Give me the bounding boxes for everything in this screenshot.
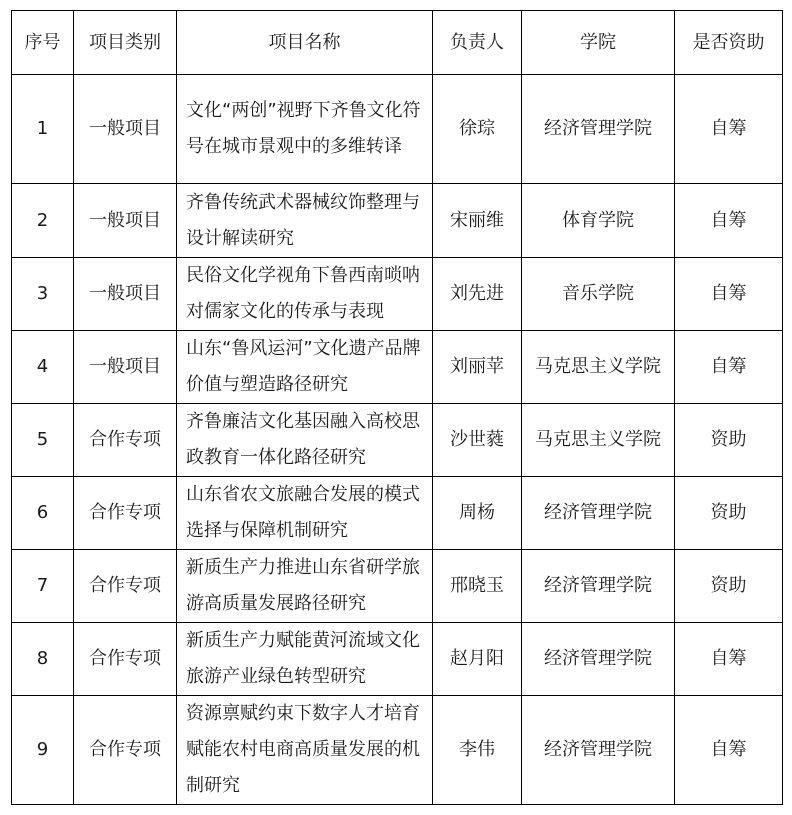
table-row xyxy=(12,696,783,805)
cell-college: 经济管理学院 xyxy=(522,75,675,184)
cell-funding: 自筹 xyxy=(675,184,783,258)
cell-category: 一般项目 xyxy=(74,258,177,331)
cell-no: 4 xyxy=(12,331,74,404)
cell-leader: 沙世蕤 xyxy=(433,404,522,477)
cell-leader: 宋丽维 xyxy=(433,184,522,258)
cell-funding: 自筹 xyxy=(675,331,783,404)
cell-name: 文化“两创”视野下齐鲁文化符号在城市景观中的多维转译 xyxy=(177,75,433,184)
cell-category: 合作专项 xyxy=(74,696,177,805)
cell-name: 新质生产力赋能黄河流域文化旅游产业绿色转型研究 xyxy=(177,623,433,696)
cell-name: 民俗文化学视角下鲁西南唢呐对儒家文化的传承与表现 xyxy=(177,258,433,331)
cell-no: 3 xyxy=(12,258,74,331)
cell-college: 马克思主义学院 xyxy=(522,331,675,404)
cell-category: 合作专项 xyxy=(74,404,177,477)
cell-funding: 自筹 xyxy=(675,696,783,805)
cell-college: 经济管理学院 xyxy=(522,623,675,696)
cell-name: 齐鲁传统武术器械纹饰整理与设计解读研究 xyxy=(177,184,433,258)
cell-funding: 资助 xyxy=(675,550,783,623)
cell-no: 6 xyxy=(12,477,74,550)
cell-category: 一般项目 xyxy=(74,331,177,404)
cell-category: 合作专项 xyxy=(74,623,177,696)
cell-name: 资源禀赋约束下数字人才培育赋能农村电商高质量发展的机制研究 xyxy=(177,696,433,805)
cell-category: 一般项目 xyxy=(74,75,177,184)
cell-funding: 自筹 xyxy=(675,623,783,696)
cell-college: 经济管理学院 xyxy=(522,696,675,805)
header-row xyxy=(12,11,783,75)
cell-college: 音乐学院 xyxy=(522,258,675,331)
cell-no: 8 xyxy=(12,623,74,696)
cell-no: 5 xyxy=(12,404,74,477)
cell-funding: 自筹 xyxy=(675,75,783,184)
cell-no: 9 xyxy=(12,696,74,805)
cell-college: 经济管理学院 xyxy=(522,477,675,550)
table-row xyxy=(12,477,783,550)
cell-name: 新质生产力推进山东省研学旅游高质量发展路径研究 xyxy=(177,550,433,623)
cell-funding: 资助 xyxy=(675,404,783,477)
cell-no: 1 xyxy=(12,75,74,184)
table-row xyxy=(12,404,783,477)
header-name: 项目名称 xyxy=(177,11,433,75)
header-no: 序号 xyxy=(12,11,74,75)
table-row xyxy=(12,550,783,623)
cell-leader: 刘丽苹 xyxy=(433,331,522,404)
cell-name: 齐鲁廉洁文化基因融入高校思政教育一体化路径研究 xyxy=(177,404,433,477)
cell-leader: 赵月阳 xyxy=(433,623,522,696)
cell-category: 合作专项 xyxy=(74,477,177,550)
cell-leader: 刘先进 xyxy=(433,258,522,331)
cell-leader: 邢晓玉 xyxy=(433,550,522,623)
cell-name: 山东省农文旅融合发展的模式选择与保障机制研究 xyxy=(177,477,433,550)
table-row xyxy=(12,184,783,258)
cell-funding: 资助 xyxy=(675,477,783,550)
cell-college: 体育学院 xyxy=(522,184,675,258)
cell-no: 2 xyxy=(12,184,74,258)
cell-college: 经济管理学院 xyxy=(522,550,675,623)
cell-leader: 周杨 xyxy=(433,477,522,550)
cell-category: 合作专项 xyxy=(74,550,177,623)
cell-college: 马克思主义学院 xyxy=(522,404,675,477)
table-row xyxy=(12,623,783,696)
cell-no: 7 xyxy=(12,550,74,623)
table-row xyxy=(12,331,783,404)
table-row xyxy=(12,258,783,331)
cell-leader: 李伟 xyxy=(433,696,522,805)
header-leader: 负责人 xyxy=(433,11,522,75)
cell-category: 一般项目 xyxy=(74,184,177,258)
table-row xyxy=(12,75,783,184)
projects-table xyxy=(11,10,783,805)
cell-funding: 自筹 xyxy=(675,258,783,331)
cell-name: 山东“鲁风运河”文化遗产品牌价值与塑造路径研究 xyxy=(177,331,433,404)
header-category: 项目类别 xyxy=(74,11,177,75)
cell-leader: 徐琮 xyxy=(433,75,522,184)
header-funding: 是否资助 xyxy=(675,11,783,75)
header-college: 学院 xyxy=(522,11,675,75)
